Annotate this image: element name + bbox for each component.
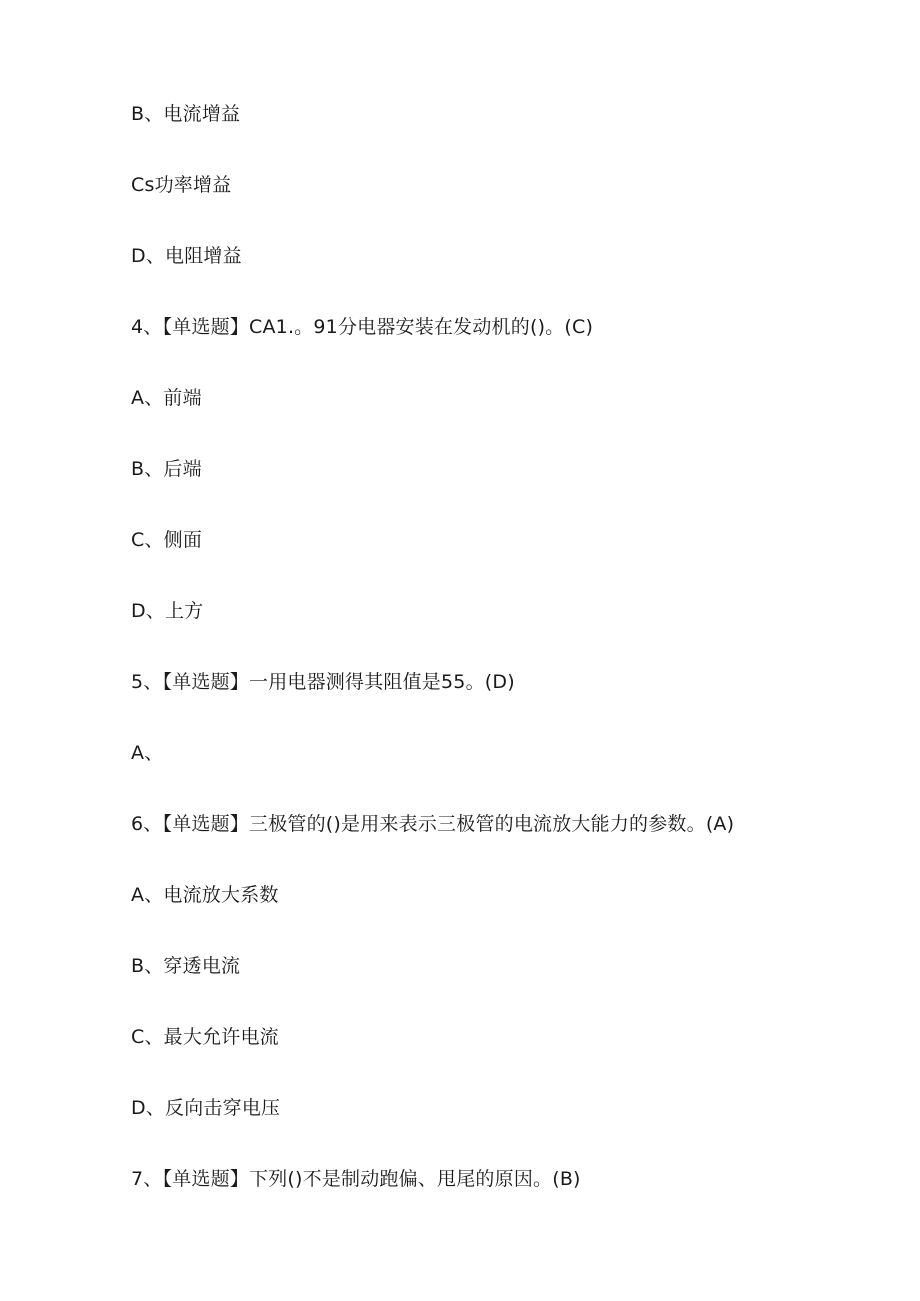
question-5: 5、【单选题】一用电器测得其阻值是55。(D) bbox=[131, 671, 515, 693]
question-4: 4、【单选题】CA1.。91分电器安装在发动机的()。(C) bbox=[131, 316, 594, 338]
option-d-q4: D、上方 bbox=[131, 600, 204, 622]
option-a-q6: A、电流放大系数 bbox=[131, 884, 279, 906]
option-b-q3: B、电流增益 bbox=[131, 103, 241, 125]
option-b-q4: B、后端 bbox=[131, 458, 202, 480]
option-c-q3: Cs功率增益 bbox=[131, 174, 232, 196]
option-d-q3: D、电阻增益 bbox=[131, 245, 242, 267]
option-d-q6: D、反向击穿电压 bbox=[131, 1097, 281, 1119]
option-c-q6: C、最大允许电流 bbox=[131, 1026, 279, 1048]
question-7: 7、【单选题】下列()不是制动跑偏、甩尾的原因。(B) bbox=[131, 1168, 581, 1190]
option-c-q4: C、侧面 bbox=[131, 529, 203, 551]
option-a-q5: A、 bbox=[131, 742, 164, 764]
question-6: 6、【单选题】三极管的()是用来表示三极管的电流放大能力的参数。(A) bbox=[131, 813, 735, 835]
option-a-q4: A、前端 bbox=[131, 387, 202, 409]
option-b-q6: B、穿透电流 bbox=[131, 955, 241, 977]
